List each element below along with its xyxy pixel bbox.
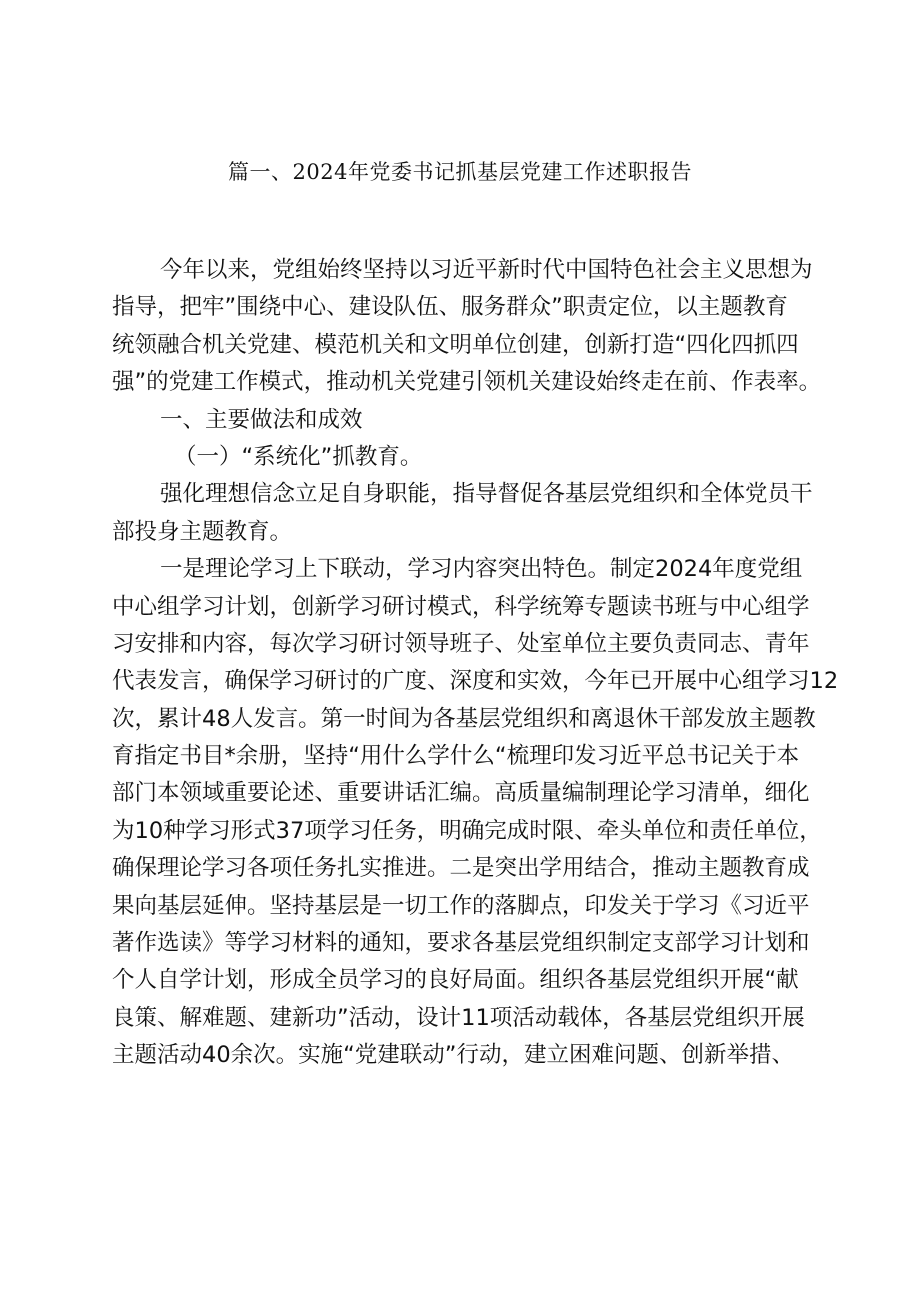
body-line: 习安排和内容，每次学习研讨领导班子、处室单位主要负责同志、青年 xyxy=(112,630,810,657)
body-line: 育指定书目*余册，坚持“用什么学什么“梳理印发习近平总书记关于本 xyxy=(112,743,800,770)
document-body xyxy=(112,252,847,1075)
body-line: 主题活动40余次。实施“党建联动”行动，建立困难问题、创新举措、 xyxy=(112,1042,794,1069)
body-line: 代表发言，确保学习研讨的广度、深度和实效，今年已开展中心组学习12 xyxy=(112,668,839,695)
body-line: 良策、解难题、建新功”活动，设计11项活动载体，各基层党组织开展 xyxy=(112,1004,805,1031)
body-line: 中心组学习计划，创新学习研讨模式，科学统筹专题读书班与中心组学 xyxy=(112,593,810,620)
body-line: 果向基层延伸。坚持基层是一切工作的落脚点，印发关于学习《习近平 xyxy=(112,892,810,919)
subsection-heading: （一）“系统化”抓教育。 xyxy=(174,443,423,470)
body-line: 统领融合机关党建、模范机关和文明单位创建，创新打造“四化四抓四 xyxy=(112,331,799,358)
section-heading: 一、主要做法和成效 xyxy=(160,406,363,433)
body-line: 强”的党建工作模式，推动机关党建引领机关建设始终走在前、作表率。 xyxy=(112,369,822,396)
body-line: 确保理论学习各项任务扎实推进。二是突出学用结合，推动主题教育成 xyxy=(112,855,810,882)
body-line: 部投身主题教育。 xyxy=(112,518,293,545)
body-line: 指导，把牢”围绕中心、建设队伍、服务群众”职责定位，以主题教育 xyxy=(112,294,788,321)
body-line: 一是理论学习上下联动，学习内容突出特色。制定2024年度党组 xyxy=(160,556,803,583)
body-line: 次，累计48人发言。第一时间为各基层党组织和离退休干部发放主题教 xyxy=(112,705,816,732)
body-line: 强化理想信念立足自身职能，指导督促各基层党组织和全体党员干 xyxy=(160,481,813,508)
body-line: 为10种学习形式37项学习任务，明确完成时限、牵头单位和责任单位， xyxy=(112,817,822,844)
body-line: 部门本领域重要论述、重要讲话汇编。高质量编制理论学习清单，细化 xyxy=(112,780,810,807)
body-line: 个人自学计划，形成全员学习的良好局面。组织各基层党组织开展“献 xyxy=(112,967,799,994)
body-line: 著作选读》等学习材料的通知，要求各基层党组织制定支部学习计划和 xyxy=(112,930,810,957)
document-title: 篇一、2024年党委书记抓基层党建工作述职报告 xyxy=(228,160,692,184)
body-line: 今年以来，党组始终坚持以习近平新时代中国特色社会主义思想为 xyxy=(160,257,813,283)
